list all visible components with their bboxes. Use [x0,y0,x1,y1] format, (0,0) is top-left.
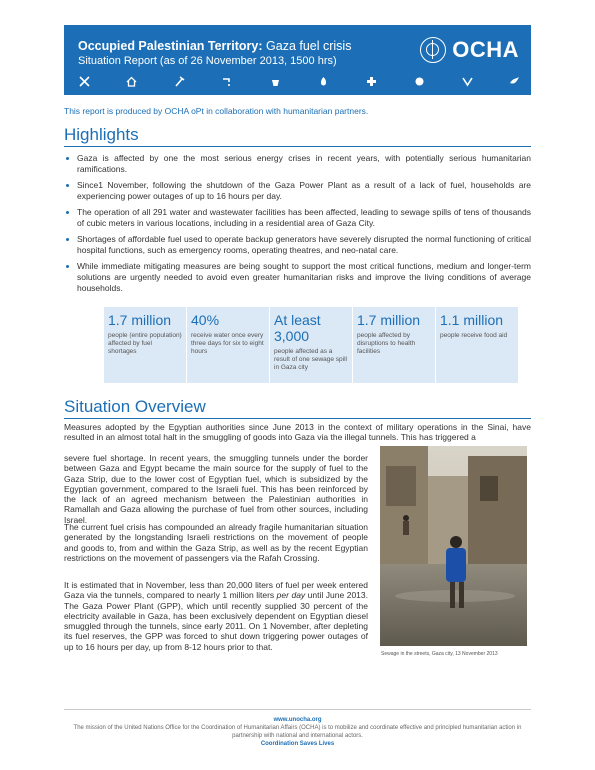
intro-note: This report is produced by OCHA oPt in collaboration with humanitarian partners. [64,106,369,116]
situation-rule [64,418,531,419]
key-figure [187,307,270,383]
key-figure-label: people receive food aid [440,332,508,339]
flood-icon [317,75,329,87]
health-icon [365,75,377,87]
tools-icon [174,75,186,87]
highlights-list [64,153,531,299]
people-icon [78,75,90,87]
report-subtitle: Situation Report (as of 26 November 2013, 1500 hrs) [78,55,337,67]
footer-rule [64,709,531,710]
shelter-icon [126,75,138,87]
report-title-topic: Gaza fuel crisis [262,39,352,53]
report-title-region: Occupied Palestinian Territory: [78,39,263,53]
sewage-street-photo [380,446,527,646]
food-icon [270,75,282,87]
report-banner [64,25,531,95]
key-figure-value: 1.7 million [357,312,421,328]
key-figure-label: receive water once every three days for six to eight hours [191,332,264,355]
highlight-item: While immediate mitigating measures are being sought to support the most critical functions, medium and longer-term solutions are urgently needed to avoid even greater humanitarian risks and improve the living conditions of average households. [64,261,531,294]
p3-text-b: until June 2013. The Gaza Power Plant (GPP), which until recently supplied 30 percent of the electricity available in Gaza, has been exclusively dependent on Egyptian diesel smuggled through the tunnels, since early 2011. On 1 November, after depleting its fuel reserves, the GPP was forced to shut down triggering power outages of up to 16 hours per day, up from 8-12 hours prior to that. [64,590,368,652]
key-figure-label: people (entire population) affected by fuel shortages [108,332,182,355]
page-footer [64,716,531,748]
key-figure-label: people affected as a result of one sewage spill in Gaza city [274,348,347,371]
highlights-rule [64,146,531,147]
key-figure [104,307,187,383]
key-figure [270,307,353,383]
footer-url-link[interactable]: www.unocha.org [273,717,322,723]
highlight-item: The operation of all 291 water and wastewater facilities has been affected, leading to sewage spills of tens of thousands of cubic meters in various locations, including in a residential area of Gaza City. [64,207,531,229]
situation-paragraph-1-lead: Measures adopted by the Egyptian authorities since June 2013 in the context of military operations in the Sinai, have resulted in an almost total halt in the smuggling of goods into Gaza via the illegal tunnels. This has triggered a [64,422,531,443]
photo-caption: Sewage in the streets, Gaza city, 13 November 2013 [381,651,498,657]
situation-paragraph-3 [64,580,368,652]
key-figure-value: 1.1 million [440,312,504,328]
ocha-logo-text: OCHA [452,37,519,62]
key-figure-value: 1.7 million [108,312,172,328]
un-emblem-icon [420,37,446,63]
p3-emphasis: per day [276,590,306,601]
key-figure [436,307,518,383]
ocha-logo [420,37,519,63]
footer-tagline: Coordination Saves Lives [260,741,335,747]
key-figure [353,307,436,383]
p3-text-a: It is estimated that in November, less than 20,000 liters of fuel per week entered Gaza via the tunnels, compared to nearly 1 million liters [64,580,368,601]
highlight-item: Since1 November, following the shutdown of the Gaza Power Plant as a result of a lack of fuel, households are experiencing power outages of up to 16 hours per day. [64,180,531,202]
report-title [78,39,351,53]
footer-mission: The mission of the United Nations Office for the Coordination of Humanitarian Affairs (OCHA) is to mobilize and coordinate effective and principled humanitarian action in partnership with national and international actors. [73,725,522,739]
situation-paragraph-2: The current fuel crisis has compounded an already fragile humanitarian situation generated by the longstanding Israeli restrictions on the movement of people and goods to, from and within the Gaza Strip, as well as by the recent Egyptian restrictions on the movement of passengers via the Rafah Crossing. [64,522,368,563]
cluster-icon-row [78,75,521,87]
key-figure-value: At least 3,000 [274,312,321,344]
bird-icon [509,75,521,87]
highlight-item: Gaza is affected by one the most serious energy crises in recent years, with potentially serious humanitarian ramifications. [64,153,531,175]
education-icon [461,75,473,87]
key-figure-label: people affected by disruptions to health facilities [357,332,416,355]
highlight-item: Shortages of affordable fuel used to operate backup generators have severely disrupted the normal functioning of critical hospital functions, such as emergency rooms, operating theatres, and neo-natal care. [64,234,531,256]
key-figure-value: 40% [191,312,220,328]
situation-heading: Situation Overview [64,397,206,416]
water-icon [222,75,234,87]
key-figures-panel [104,307,518,383]
hand-icon [413,75,425,87]
highlights-heading: Highlights [64,125,139,144]
situation-paragraph-1: severe fuel shortage. In recent years, the smuggling tunnels under the border between Gaza and Egypt became the main source for the supply of fuel to the Gaza Strip, due to the lower cost of Egyptian fuel, which is subsidized by the Egyptian government, compared to the Israeli fuel. This has been reinforced by the lack of an agreed mechanism between the Palestinian authorities in Ramallah and Gaza allowing the purchase of fuel from other sources, including Israel. [64,453,368,525]
